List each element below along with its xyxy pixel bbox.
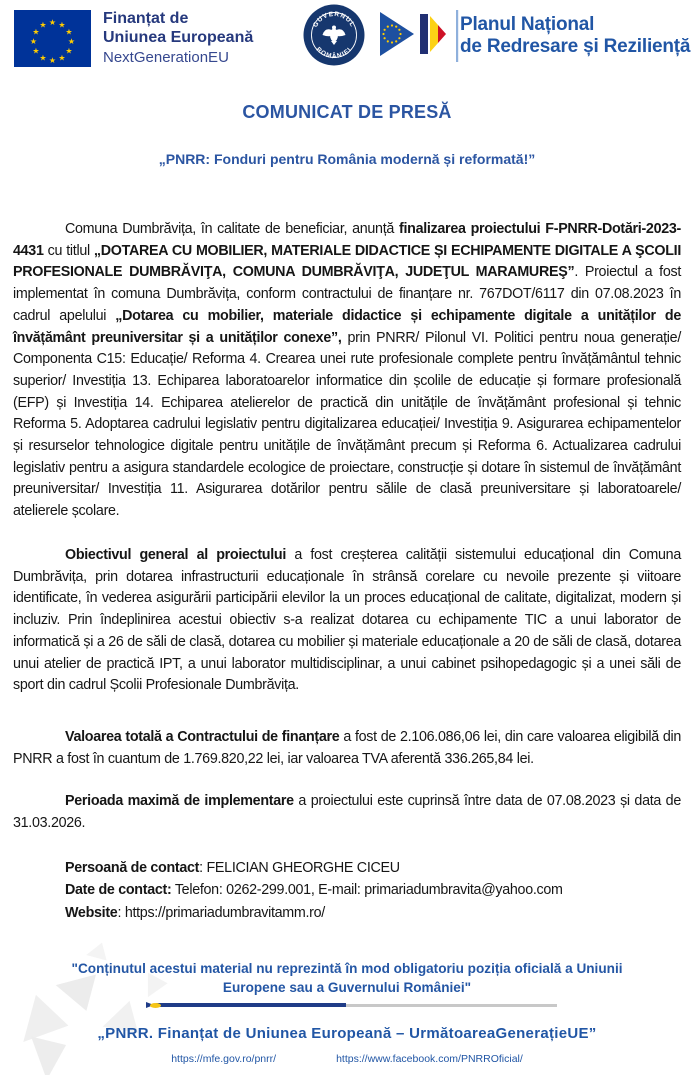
pnrr-logo-label [460, 14, 690, 58]
romanian-government-seal-icon [303, 4, 365, 71]
paragraph-implementation-period: Perioada maximă de implementare a proiectului este cuprinsă între data de 07.08.2023 și data de 31.03.2026. [13, 793, 681, 831]
eu-funding-line1: Finanțat de [103, 10, 189, 27]
footer-pnrr-motto: „PNRR. Finanțat de Uniunea Europeană – UrmătoareaGenerațieUE” [97, 1025, 597, 1042]
svg-text:★: ★ [32, 27, 40, 37]
svg-text:★: ★ [48, 18, 57, 27]
svg-text:★: ★ [58, 53, 66, 63]
paragraph-objective: Obiectivul general al proiectului a fost creșterea calității sistemului educațional din Comuna Dumbrăvița, prin dotarea infrastructurii educaționale în strânsă corelare cu nevoile prezente și viitoare identificate, în vederea asigurării participării elevilor la un proces educațional de calitate, digitalizat, modern și incluziv. Prin îndeplinirea acestui obiectiv s-a realizat dotarea cu echipamente TIC a unui laborator de informatică și a 26 de săli de clasă, dotarea cu mobilier și materiale educaționale a 20 de săli de clasă, dotarea unui atelier de practică IPT, a unui laborator multidisciplinar, a unui cabinet psihopedagogic și a unei săli de sport din cadrul Școlii Profesionale Dumbrăvița. [13, 547, 681, 694]
link-facebook-pnrr[interactable]: https://www.facebook.com/PNRROficial/ [336, 1053, 523, 1065]
footer-disclaimer: "Conținutul acestui material nu reprezintă în mod obligatoriu poziția oficială a Uniunii Europene sau a Guvernului României" [71, 961, 623, 995]
contact-person-line: Persoană de contact: FELICIAN GHEORGHE CICEU [65, 860, 400, 876]
divider-navy-line [156, 1003, 346, 1007]
pnrr-logo-line1: Planul Național [460, 14, 595, 35]
link-mfe-pnrr[interactable]: https://mfe.gov.ro/pnrr/ [171, 1053, 277, 1065]
page-title: COMUNICAT DE PRESĂ [242, 102, 452, 122]
gov-seal-top-text: GUVERNUL [311, 10, 357, 29]
eu-flag-icon [14, 10, 91, 72]
footer-divider [146, 1001, 557, 1009]
svg-text:★: ★ [39, 20, 47, 30]
pnrr-logo-icon [380, 10, 460, 67]
contact-details-line: Date de contact: Telefon: 0262-299.001, E-mail: primariadumbravita@yahoo.com [65, 882, 563, 899]
eu-funding-line2: Uniunea Europeană [103, 29, 254, 46]
svg-text:★: ★ [65, 46, 73, 56]
footer-links [0, 1053, 694, 1065]
paragraph-contract-value: Valoarea totală a Contractului de finanțare a fost de 2.106.086,06 lei, din care valoarea eligibilă din PNRR a fost în cuantum de 1.769.820,22 lei, iar valoarea TVA aferentă 336.265,84 lei. [13, 729, 681, 767]
nextgeneration-eu-label: NextGenerationEU [103, 49, 229, 66]
paragraph-project-announcement: Comuna Dumbrăvița, în calitate de beneficiar, anunță finalizarea proiectului F-PNRR-Dotări-2023-4431 cu titlul „DOTAREA CU MOBILIER, MATERIALE DIDACTICE ȘI ECHIPAMENTE DIGITALE A ŞCOLII PROFESIONALE DUMBRĂVIŢA, COMUNA DUMBRĂVIŢA, JUDEŢUL MARAMUREŞ”. Proiectul a fost implementat în comuna Dumbrăvița, conform contractului de finanțare nr. 767DOT/6117 din 07.08.2023 în cadrul apelului „Dotarea cu mobilier, materiale didactice și echipamente digitale a unităților de învățământ preuniversitar și a unităților conexe”, prin PNRR/ Pilonul VI. Politici pentru noua generație/ Componenta C15: Educație/ Reforma 4. Crearea unei rute profesionale complete pentru învățământul tehnic superior/ Investiția 13. Echiparea laboratoarelor informatice din școlile de educație și formare profesională (EFP) și Investiția 14. Echiparea atelierelor de practică din unitățile de învățământ profesional și tehnic Reforma 5. Adoptarea cadrului legislativ pentru digitalizarea educației/ Investiția 9. Asigurarea echipamentelor și resurselor tehnologice digitale pentru unitățile de învățământ precum și Reforma 6. Actualizarea cadrului legislativ pentru a asigura standardele ecologice de proiectare, construcție și dotare în sistemul de învățământ preuniversitar/ Investiția 11. Asigurarea dotărilor pentru sălile de clasă preuniversitare și laboratoarele/ atelierele școlare. [13, 221, 682, 520]
svg-text:★: ★ [58, 20, 66, 30]
eu-funding-label [103, 9, 253, 69]
svg-text:★: ★ [67, 37, 76, 46]
svg-text:★: ★ [65, 27, 73, 37]
page-subtitle: „PNRR: Fonduri pentru România modernă și reformată!” [158, 151, 536, 167]
contact-website-line: Website: https://primariadumbravitamm.ro/ [65, 904, 325, 921]
divider-gray-line [346, 1004, 557, 1007]
svg-text:★: ★ [48, 56, 57, 65]
svg-text:★: ★ [29, 37, 38, 46]
svg-text:★: ★ [39, 53, 47, 63]
contact-block [13, 857, 681, 924]
svg-text:★: ★ [32, 46, 40, 56]
gov-seal-bottom-text: ROMÂNIEI [314, 46, 354, 61]
divider-yellow-dot-icon [150, 1003, 161, 1008]
pnrr-logo-line2: de Redresare și Reziliență [460, 36, 691, 57]
